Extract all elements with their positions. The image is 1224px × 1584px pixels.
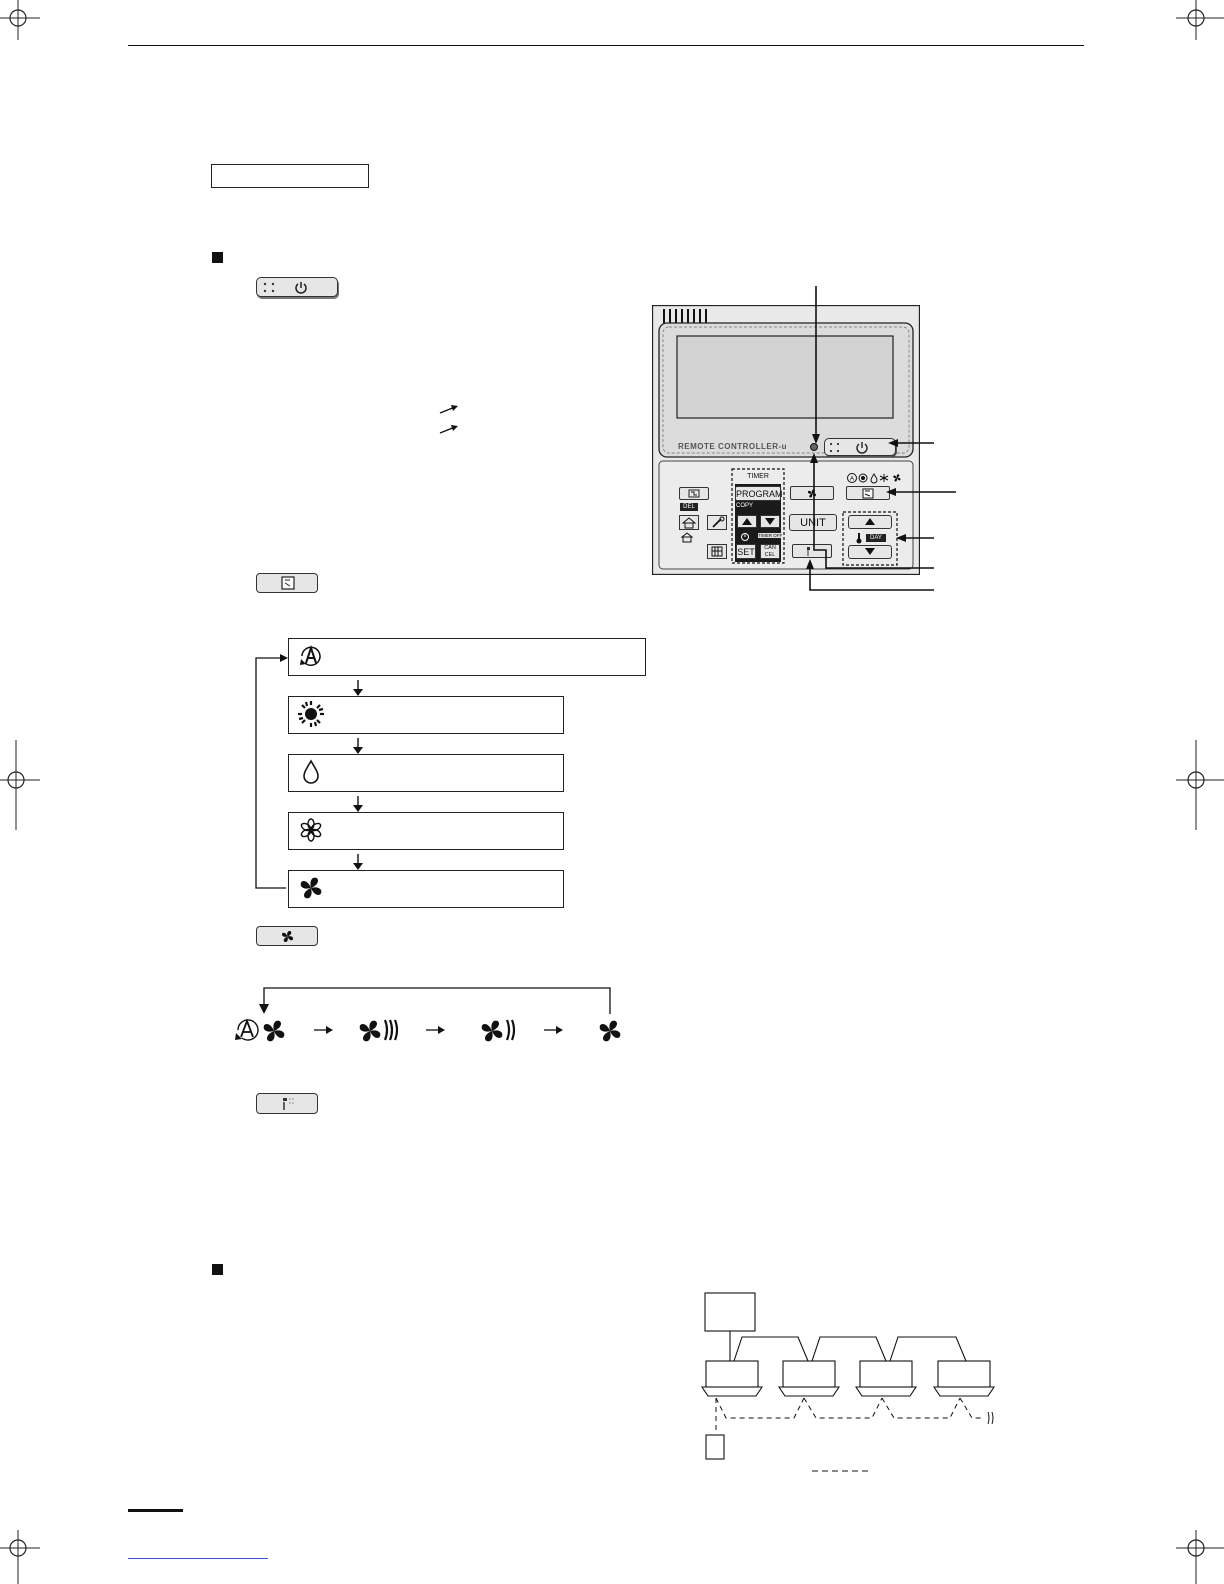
timer-up-button[interactable] [737,515,757,528]
heat-sun-icon [297,700,325,728]
right-arrow-icon [544,1024,564,1036]
program-button[interactable]: PROGRAM [735,486,781,501]
section-bullet-1 [212,252,223,263]
mode-row-auto [288,638,646,676]
day-label: DAY [866,534,886,542]
filter-button[interactable] [707,544,727,559]
up-triangle-icon [738,516,756,527]
timer-off-label: TIMER OFF [758,533,783,538]
copy-label: COPY [736,503,754,509]
clock-icon [740,532,750,542]
section-bullet-2 [212,1264,223,1275]
registration-mark-bottom-right [1176,1530,1224,1584]
fan-sequence-loop-line [256,984,616,1016]
header-rule [128,45,1084,46]
down-arrow-icon [352,680,364,696]
section-label-box [211,164,369,188]
registration-mark-top-right [1176,0,1224,40]
fan-speed-button-illustration [256,926,318,946]
fan-low-icon [594,1014,626,1046]
footer-thick-rule [128,1509,183,1512]
right-arrow-icon [438,403,460,417]
unit-button[interactable]: UNIT [789,514,837,531]
cool-snowflake-icon [297,816,325,844]
timer-label: TIMER [747,473,769,480]
swing-icon [688,489,700,498]
down-arrow-icon [352,854,364,870]
mode-button-illustration [256,573,318,593]
fan-high-icon [354,1014,400,1046]
right-arrow-icon [314,1024,334,1036]
fan-icon [297,874,325,902]
system-connection-diagram [700,1290,1010,1490]
mode-row-heat [288,696,564,734]
remote-callout-lines [800,280,960,595]
set-button[interactable]: SET [736,544,756,559]
home-button[interactable] [679,515,699,530]
mode-row-fan [288,870,564,908]
right-arrow-icon [426,1024,446,1036]
auto-fan-icon [230,1014,294,1046]
registration-mark-top-left [0,0,40,40]
cancel-button[interactable]: CAN CEL [760,544,780,559]
wrench-icon [708,516,726,529]
remote-brand-label: REMOTE CONTROLLER-u [678,442,788,451]
registration-mark-bottom-left [0,1530,40,1584]
down-triangle-icon [761,516,779,527]
registration-mark-mid-left [0,740,40,830]
fan-medium-icon [476,1014,516,1046]
dry-drop-icon [297,758,325,786]
mode-row-dry [288,754,564,792]
right-arrow-icon [438,423,460,437]
louver-button-illustration [256,1093,318,1114]
grid-icon [708,545,726,558]
svg-text:A: A [850,476,855,483]
del-label: DEL [680,503,698,511]
mode-row-cool [288,812,564,850]
swing-button[interactable] [679,487,709,500]
house-small-icon [680,532,694,543]
footer-thin-rule [128,1558,268,1559]
timer-down-button[interactable] [760,515,780,528]
auto-icon [297,642,325,670]
registration-mark-mid-right [1176,740,1224,830]
house-icon [680,516,698,529]
down-arrow-icon [352,796,364,812]
down-arrow-icon [352,738,364,754]
on-off-button-illustration [256,277,338,297]
maintenance-button[interactable] [707,515,727,530]
